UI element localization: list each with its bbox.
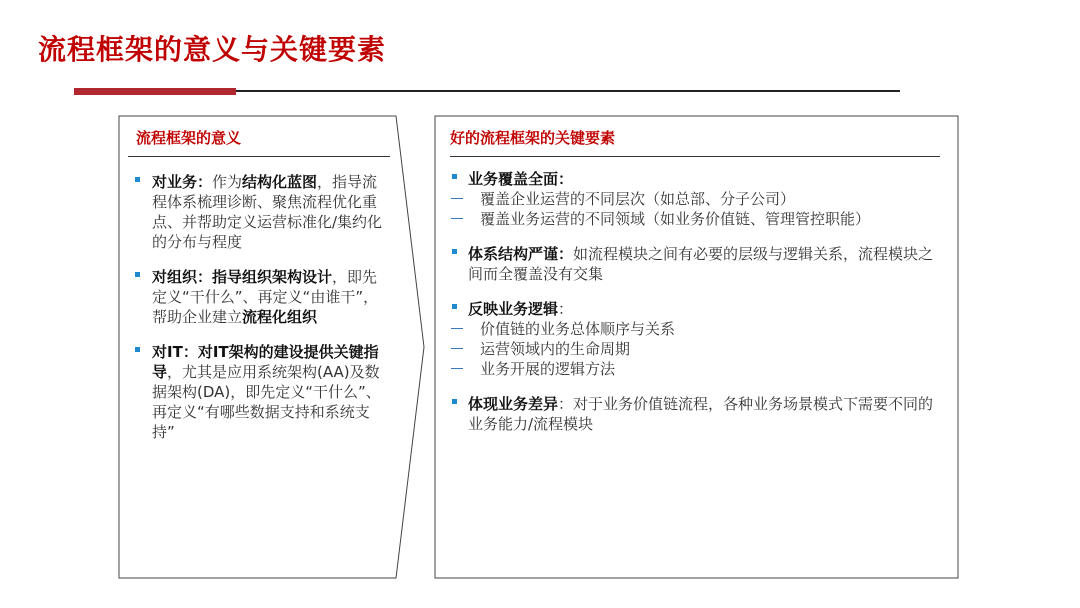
item-text: ： [558,300,574,318]
sub-item [450,359,940,379]
sub-item-text: 运营领域内的生命周期 [480,340,631,358]
item-text: 如流程模块之间有必要的层级与逻辑关系，流程模块之间而全覆盖没有交集 [468,245,934,283]
square-bullet-icon [452,249,457,254]
dash-bullet-icon [451,198,463,199]
item-emphasis: 流程化组织 [242,308,318,326]
list-item [450,169,940,189]
item-text: ： [558,395,574,413]
sub-item-text: 覆盖业务运营的不同领域（如业务价值链、管理管控职能） [480,210,871,228]
item-label: 反映业务逻辑 [468,300,559,318]
item-label: 体系结构严谨： [468,245,574,263]
item-emphasis: 结构化蓝图 [242,173,318,191]
item-emphasis: 指导组织架构设计 [212,268,333,286]
item-label: 对组织： [152,268,213,286]
sub-item-text: 价值链的业务总体顺序与关系 [480,320,676,338]
item-label: 对IT： [152,343,198,361]
sub-item [450,189,940,209]
dash-bullet-icon [451,218,463,219]
square-bullet-icon [452,304,457,309]
square-bullet-icon [452,399,457,404]
item-emphasis: 对IT架构的建设提供关键指导 [152,343,379,381]
list-item [450,299,940,319]
item-text: ，指导流程体系梳理诊断、聚焦流程优化重点、并帮助定义运营标准化/集约化的分布与程度 [152,173,383,251]
list-item [128,267,390,327]
square-bullet-icon [135,177,140,182]
key-elements-panel [450,127,940,434]
dash-bullet-icon [451,368,463,369]
item-text: ，即先定义“干什么”、再定义“由谁干”，帮助企业建立 [152,268,379,326]
dash-bullet-icon [451,348,463,349]
item-text: ，尤其是应用系统架构(AA)及数据架构(DA)，即先定义“干什么”、再定义“有哪些数据支持和系统支持” [152,363,381,441]
sub-item-text: 覆盖企业运营的不同层次（如总部、分子公司） [480,190,796,208]
item-text: 对于业务价值链流程，各种业务场景模式下需要不同的业务能力/流程模块 [468,395,934,433]
square-bullet-icon [135,272,140,277]
sub-item-text: 业务开展的逻辑方法 [480,360,616,378]
item-text: 作为 [212,173,243,191]
list-item [450,244,940,284]
square-bullet-icon [452,174,457,179]
sub-item [450,339,940,359]
list-item [128,172,390,252]
item-label: 体现业务差异 [468,395,559,413]
significance-panel [128,127,390,442]
list-item [450,394,940,434]
key-elements-heading: 好的流程框架的关键要素 [450,127,940,157]
item-label: 业务覆盖全面： [468,170,574,188]
list-item [128,342,390,442]
sub-item [450,209,940,229]
square-bullet-icon [135,347,140,352]
sub-item [450,319,940,339]
item-label: 对业务： [152,173,213,191]
significance-heading: 流程框架的意义 [128,127,390,157]
dash-bullet-icon [451,328,463,329]
page-title: 流程框架的意义与关键要素 [38,33,387,66]
